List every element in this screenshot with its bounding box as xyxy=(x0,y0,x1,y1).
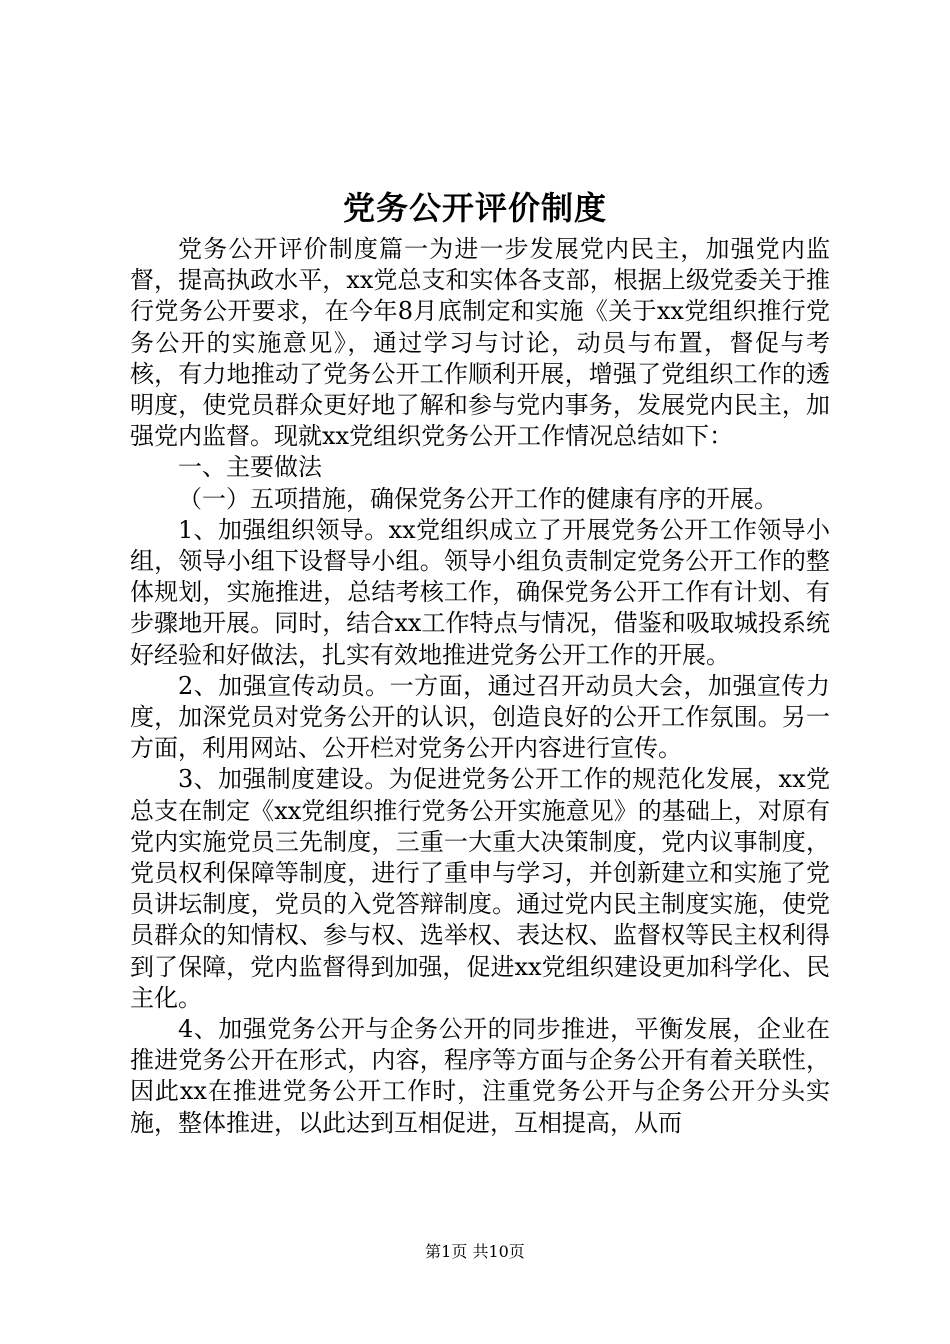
paragraph-item-1: 1、加强组织领导。xx党组织成立了开展党务公开工作领导小组，领导小组下设督导小组。领导小组负责制定党务公开工作的整体规划，实施推进，总结考核工作，确保党务公开工作有计划、有步骤地开展。同时，结合xx工作特点与情况，借鉴和吸取城投系统好经验和好做法，扎实有效地推进党务公开工作的开展。 xyxy=(130,515,830,669)
subsection-heading: （一）五项措施，确保党务公开工作的健康有序的开展。 xyxy=(178,484,778,513)
paragraph-intro: 党务公开评价制度篇一为进一步发展党内民主，加强党内监督，提高执政水平，xx党总支和实体各支部，根据上级党委关于推行党务公开要求，在今年8月底制定和实施《关于xx党组织推行党务公开的实施意见》，通过学习与讨论，动员与布置，督促与考核，有力地推动了党务公开工作顺利开展，增强了党组织工作的透明度，使党员群众更好地了解和参与党内事务，发展党内民主，加强党内监督。现就xx党组织党务公开工作情况总结如下： xyxy=(130,235,830,451)
page-number-footer: 第1页 共10页 xyxy=(425,1242,525,1261)
paragraph-item-2: 2、加强宣传动员。一方面，通过召开动员大会，加强宣传力度，加深党员对党务公开的认识，创造良好的公开工作氛围。另一方面，利用网站、公开栏对党务公开内容进行宣传。 xyxy=(130,671,830,763)
section-heading: 一、主要做法 xyxy=(178,453,322,482)
paragraph-item-3: 3、加强制度建设。为促进党务公开工作的规范化发展，xx党总支在制定《xx党组织推行党务公开实施意见》的基础上，对原有党内实施党员三先制度，三重一大重大决策制度，党内议事制度，党员权利保障等制度，进行了重申与学习，并创新建立和实施了党员讲坛制度，党员的入党答辩制度。通过党内民主制度实施，使党员群众的知情权、参与权、选举权、表达权、监督权等民主权利得到了保障，党内监督得到加强，促进xx党组织建设更加科学化、民主化。 xyxy=(130,765,830,1012)
document-body xyxy=(130,234,830,1139)
paragraph-item-4: 4、加强党务公开与企务公开的同步推进，平衡发展，企业在推进党务公开在形式，内容，程序等方面与企务公开有着关联性，因此xx在推进党务公开工作时，注重党务公开与企务公开分头实施，整体推进，以此达到互相促进，互相提高，从而 xyxy=(130,1015,830,1137)
document-title: 党务公开评价制度 xyxy=(342,189,607,227)
